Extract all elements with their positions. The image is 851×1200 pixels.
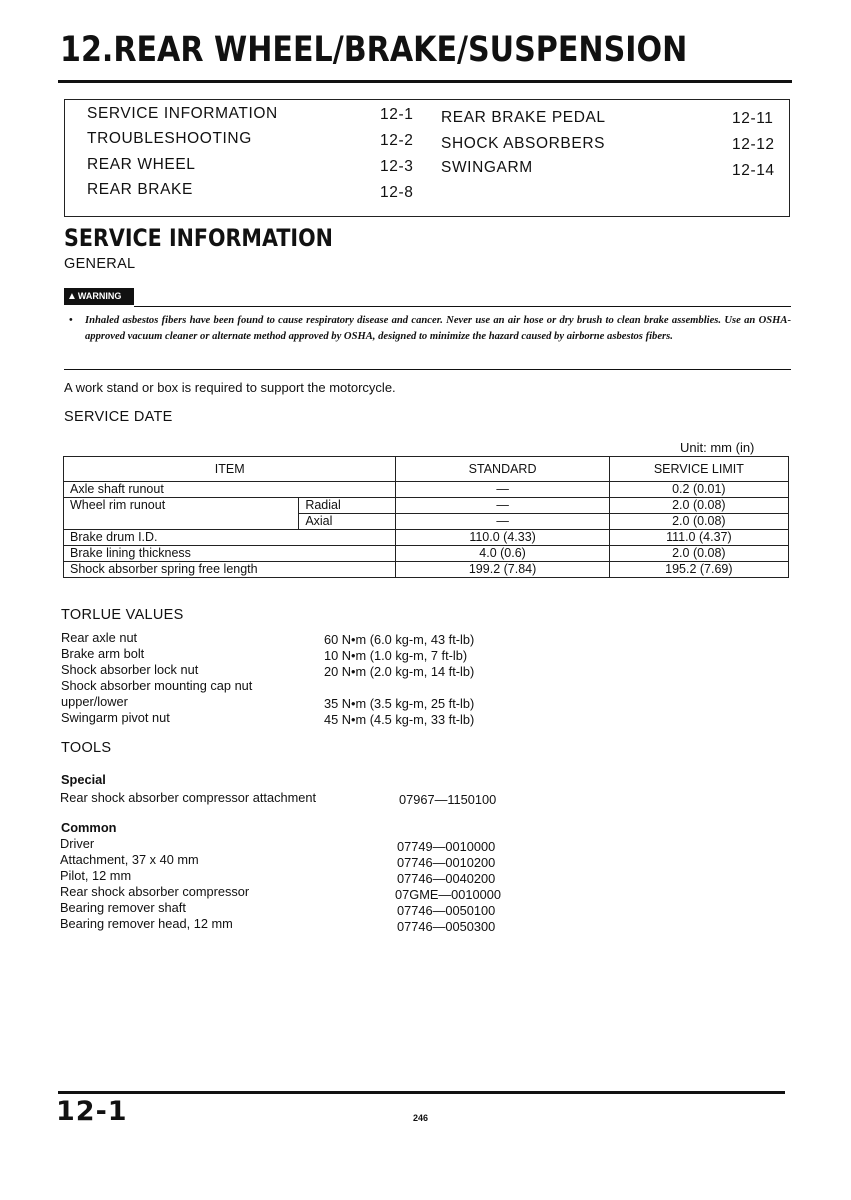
cell-limit: 111.0 (4.37)	[609, 530, 788, 546]
tool-name: Driver	[60, 836, 95, 851]
tool-code: 07746—0050100	[397, 903, 496, 918]
toc-page-troubleshooting: 12-2	[380, 132, 414, 149]
tool-code: 07967—1150100	[399, 792, 497, 807]
service-data-table	[63, 456, 789, 578]
tool-name: Attachment, 37 x 40 mm	[60, 852, 199, 867]
toc-page-rear-brake: 12-8	[380, 184, 414, 201]
toc-label-rear-brake-pedal[interactable]: REAR BRAKE PEDAL	[441, 109, 606, 126]
page-number: 12-1	[56, 1096, 128, 1127]
toc-page-rear-brake-pedal: 12-11	[732, 110, 774, 127]
footer-rule	[58, 1091, 785, 1094]
tool-code: 07746—0040200	[397, 871, 496, 886]
header-standard: STANDARD	[396, 457, 609, 482]
table-row	[64, 482, 789, 498]
cell-limit: 2.0 (0.08)	[609, 514, 788, 530]
cell-item: Axle shaft runout	[64, 482, 396, 498]
warning-top-rule	[134, 306, 791, 307]
cell-item: Shock absorber spring free length	[64, 562, 396, 578]
warning-bottom-rule	[64, 369, 791, 370]
general-label: GENERAL	[64, 256, 136, 272]
service-data-title: SERVICE DATE	[64, 409, 173, 425]
toc-page-service-information: 12-1	[380, 106, 414, 123]
tool-code: 07GME—0010000	[395, 887, 501, 902]
torque-value: 60 N•m (6.0 kg-m, 43 ft-lb)	[324, 632, 475, 647]
cell-sub: Axial	[299, 514, 396, 530]
cell-limit: 195.2 (7.69)	[609, 562, 788, 578]
work-stand-note: A work stand or box is required to support the motorcycle.	[64, 380, 396, 395]
bullet-icon: •	[69, 315, 73, 326]
warning-body: Inhaled asbestos fibers have been found to cause respiratory disease and cancer. Never use an air hose or dry brush to clean brake assemblies. Use an OSHA-approved vacuum cleaner or alternate method approved by OSHA, designed to minimize the hazard caused by airborne asbestos fibers.	[85, 315, 791, 342]
header-service-limit: SERVICE LIMIT	[609, 457, 788, 482]
cell-standard: —	[396, 498, 609, 514]
cell-limit: 0.2 (0.01)	[609, 482, 788, 498]
cell-limit: 2.0 (0.08)	[609, 546, 788, 562]
table-row	[64, 530, 789, 546]
torque-value: 10 N•m (1.0 kg-m, 7 ft-lb)	[324, 648, 468, 663]
toc-label-shock-absorbers[interactable]: SHOCK ABSORBERS	[441, 135, 606, 152]
tool-name: Bearing remover shaft	[60, 900, 186, 915]
warning-badge-label: WARNING	[77, 291, 122, 301]
header-item: ITEM	[64, 457, 396, 482]
tool-name: Rear shock absorber compressor	[60, 884, 250, 899]
cell-standard: —	[396, 482, 609, 498]
toc-label-rear-wheel[interactable]: REAR WHEEL	[87, 156, 196, 173]
tool-code: 07746—0010200	[397, 855, 496, 870]
tools-common-label: Common	[61, 820, 117, 835]
tool-name: Bearing remover head, 12 mm	[60, 916, 233, 931]
tool-code: 07749—0010000	[397, 839, 496, 854]
tool-code: 07746—0050300	[397, 919, 496, 934]
torque-item: Swingarm pivot nut	[61, 710, 170, 725]
cell-item: Brake drum I.D.	[64, 530, 396, 546]
toc-label-troubleshooting[interactable]: TROUBLESHOOTING	[87, 130, 252, 147]
table-row	[64, 546, 789, 562]
toc-page-shock-absorbers: 12-12	[732, 136, 775, 153]
toc-label-swingarm[interactable]: SWINGARM	[441, 159, 533, 176]
torque-item: Brake arm bolt	[61, 646, 145, 661]
torque-value: 35 N•m (3.5 kg-m, 25 ft-lb)	[324, 696, 475, 711]
toc-label-rear-brake[interactable]: REAR BRAKE	[87, 181, 193, 198]
unit-label: Unit: mm (in)	[680, 440, 755, 455]
cell-standard: 4.0 (0.6)	[396, 546, 609, 562]
cell-limit: 2.0 (0.08)	[609, 498, 788, 514]
toc-label-service-information[interactable]: SERVICE INFORMATION	[87, 105, 278, 122]
tool-name: Pilot, 12 mm	[60, 868, 132, 883]
tool-name: Rear shock absorber compressor attachment	[60, 790, 317, 805]
torque-value: 20 N•m (2.0 kg-m, 14 ft-lb)	[324, 664, 475, 679]
torque-item: Shock absorber lock nut	[61, 662, 199, 677]
torque-values-title: TORLUE VALUES	[61, 607, 184, 623]
torque-value: 45 N•m (4.5 kg-m, 33 ft-lb)	[324, 712, 475, 727]
cell-item: Brake lining thickness	[64, 546, 396, 562]
cell-standard: 110.0 (4.33)	[396, 530, 609, 546]
folio-number: 246	[413, 1113, 429, 1123]
table-row	[64, 562, 789, 578]
table-header-row	[64, 457, 789, 482]
toc-page-swingarm: 12-14	[732, 162, 775, 179]
table-row	[64, 498, 789, 514]
cell-item: Wheel rim runout	[64, 498, 299, 530]
cell-standard: 199.2 (7.84)	[396, 562, 609, 578]
chapter-title: 12.REAR WHEEL/BRAKE/SUSPENSION	[60, 30, 688, 70]
warning-text	[69, 313, 791, 345]
tools-title: TOOLS	[61, 740, 112, 756]
section-title-service-information: SERVICE INFORMATION	[64, 224, 333, 252]
header-rule	[58, 80, 792, 83]
toc-page-rear-wheel: 12-3	[380, 158, 414, 175]
torque-item: upper/lower	[61, 694, 128, 709]
cell-standard: —	[396, 514, 609, 530]
torque-item: Shock absorber mounting cap nut	[61, 678, 253, 693]
cell-sub: Radial	[299, 498, 396, 514]
torque-item: Rear axle nut	[61, 630, 138, 645]
warning-triangle-icon: ▲	[67, 291, 77, 302]
warning-badge	[64, 288, 134, 305]
tools-special-label: Special	[61, 772, 106, 787]
